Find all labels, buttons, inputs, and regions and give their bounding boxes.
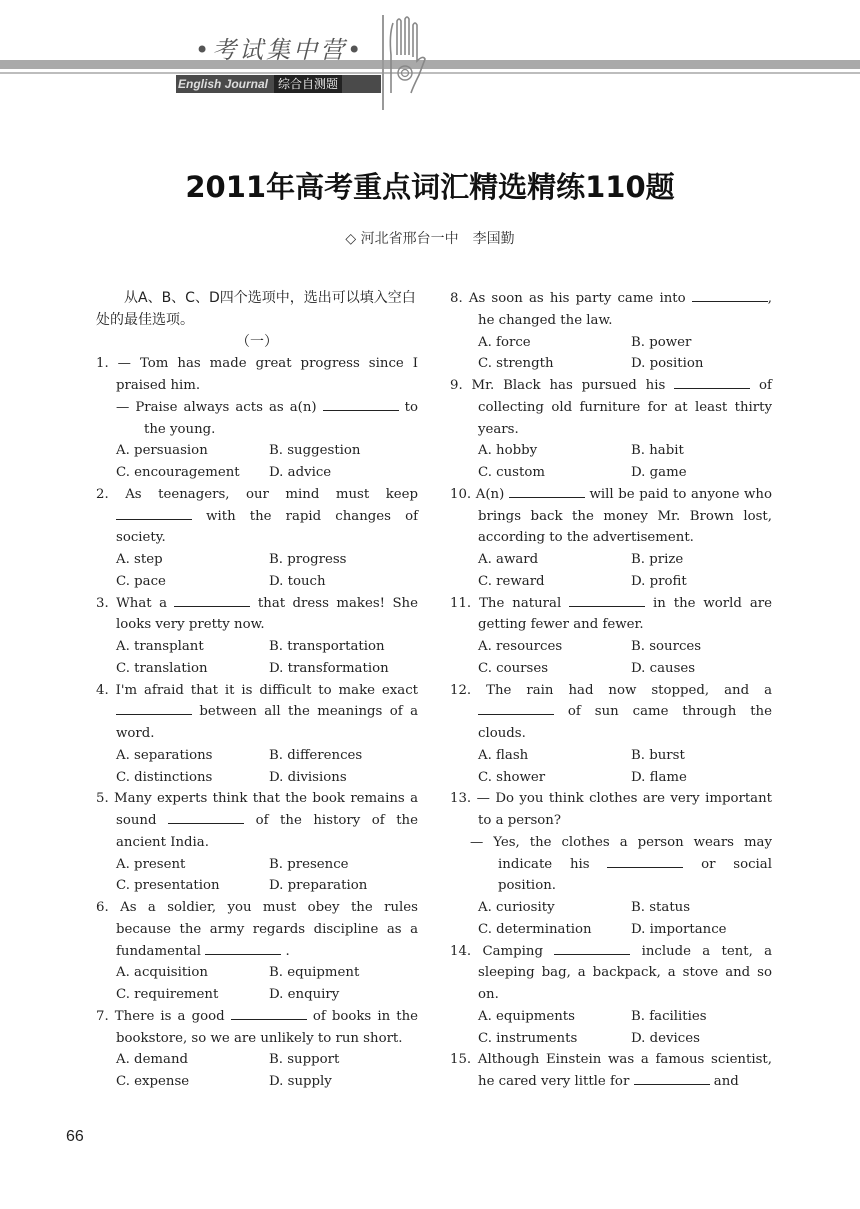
- answer-blank: [634, 1072, 710, 1085]
- options: A. transplant B. transportation C. translation D. transformation: [116, 639, 389, 676]
- question-7: 7. There is a good of books in the bookstore, so we are unlikely to run short. A. demand B. support C. expense D. supply: [96, 1006, 418, 1093]
- options: A. flash B. burst C. shower D. flame: [478, 747, 687, 785]
- options: A. resources B. sources C. courses D. causes: [478, 639, 702, 676]
- question-6: 6. As a soldier, you must obey the rules because the army regards discipline as a fundamental . A. acquisition B. equipment C. requirement D. enquiry: [96, 897, 418, 1006]
- section-label: （一）: [236, 333, 278, 350]
- question-14: 14. Camping include a tent, a sleeping bag, a backpack, a stove and so on. A. equipments B. facilities C. instruments D. devices: [450, 941, 772, 1050]
- options: A. award B. prize C. reward D. profit: [478, 552, 687, 589]
- options: A. present B. presence C. presentation D. preparation: [116, 856, 368, 894]
- options: A. demand B. support C. expense D. supply: [116, 1052, 340, 1089]
- question-15: 15. Although Einstein was a famous scientist, he cared very little for and: [450, 1052, 772, 1089]
- options: A. persuasion B. suggestion C. encouragement D. advice: [116, 443, 361, 480]
- answer-blank: [607, 855, 683, 868]
- question-12: 12. The rain had now stopped, and a of sun came through the clouds. A. flash B. burst C. shower D. flame: [450, 680, 772, 789]
- question-11: 11. The natural in the world are getting fewer and fewer. A. resources B. sources C. courses D. causes: [450, 593, 772, 680]
- hand-spiral-icon: [383, 15, 428, 95]
- right-column: [450, 288, 772, 1093]
- answer-blank: [478, 702, 554, 715]
- instructions: 从A、B、C、D四个选项中，选出可以填入空白处的最佳选项。: [96, 290, 416, 328]
- question-10: 10. A(n) will be paid to anyone who brings back the money Mr. Brown lost, according to the advertisement. A. award B. prize C. reward D. profit: [450, 484, 772, 593]
- options: A. hobby B. habit C. custom D. game: [478, 443, 687, 480]
- question-4: 4. I'm afraid that it is difficult to make exact between all the meanings of a word. A. separations B. differences C. distinctions D. divisions: [96, 680, 418, 789]
- answer-blank: [692, 289, 768, 302]
- question-13: 13. — Do you think clothes are very important to a person? — Yes, the clothes a person wears may indicate his or social position. A. curiosity B. status C. determination D. importance: [450, 788, 772, 940]
- column-name: •考试集中营•: [195, 36, 365, 64]
- options: A. acquisition B. equipment C. requirement D. enquiry: [116, 965, 360, 1002]
- answer-blank: [231, 1007, 307, 1020]
- header-rule: [0, 72, 860, 74]
- answer-blank: [116, 507, 192, 520]
- page-number: 66: [66, 1128, 84, 1145]
- answer-blank: [168, 811, 244, 824]
- answer-blank: [205, 942, 281, 955]
- answer-blank: [174, 594, 250, 607]
- question-9: 9. Mr. Black has pursued his of collecting old furniture for at least thirty years. A. hobby B. habit C. custom D. game: [450, 375, 772, 484]
- answer-blank: [509, 485, 585, 498]
- answer-blank: [323, 398, 399, 411]
- options: A. separations B. differences C. distinctions D. divisions: [116, 747, 363, 785]
- answer-blank: [554, 942, 630, 955]
- options: A. curiosity B. status C. determination D. importance: [478, 900, 727, 937]
- options: A. force B. power C. strength D. position: [478, 334, 704, 372]
- answer-blank: [674, 376, 750, 389]
- journal-name: English Journal: [178, 77, 269, 91]
- answer-blank: [116, 702, 192, 715]
- author-line: ◇ 河北省邢台一中 李国勤: [345, 231, 515, 247]
- question-3: 3. What a that dress makes! She looks very pretty now. A. transplant B. transportation C. translation D. transformation: [96, 593, 418, 680]
- options: A. step B. progress C. pace D. touch: [116, 552, 347, 589]
- question-2: 2. As teenagers, our mind must keep with the rapid changes of society. A. step B. progress C. pace D. touch: [96, 484, 418, 593]
- answer-blank: [569, 594, 645, 607]
- question-8: 8. As soon as his party came into , he changed the law. A. force B. power C. strength D. position: [450, 288, 772, 375]
- header-band: [0, 60, 860, 69]
- journal-label: [176, 75, 381, 93]
- question-5: 5. Many experts think that the book remains a sound of the history of the ancient India. A. present B. presence C. presentation D. preparation: [96, 788, 418, 897]
- page-title: 2011年高考重点词汇精选精练110题: [185, 170, 675, 204]
- question-1: 1. — Tom has made great progress since I praised him. — Praise always acts as a(n) to the young. A. persuasion B. suggestion C. encouragement D. advice: [96, 353, 418, 484]
- options: A. equipments B. facilities C. instruments D. devices: [478, 1008, 707, 1046]
- section-name: 综合自测题: [274, 75, 342, 93]
- left-column: [96, 288, 418, 1093]
